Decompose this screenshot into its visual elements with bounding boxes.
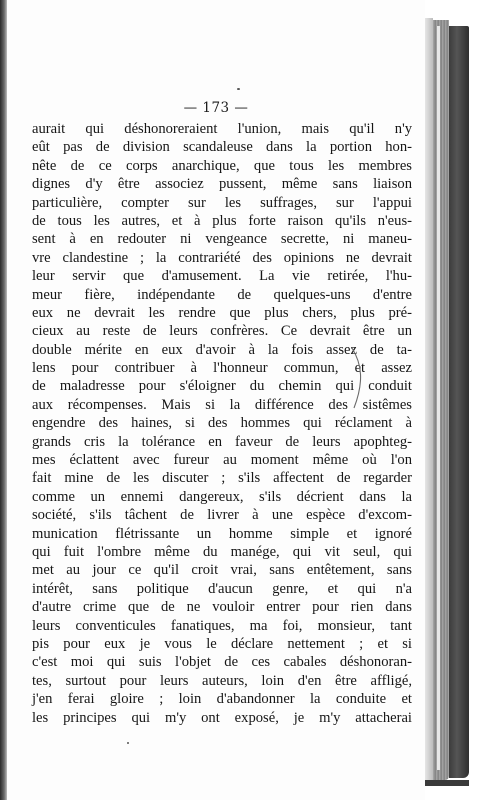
text-line: de tous les autres, et à plus forte raison qu'ils n'eus- [32, 212, 412, 229]
page-number: — 173 — [183, 100, 249, 116]
book-page [7, 0, 425, 800]
text-line: aurait qui déshonoreraient l'union, mais qu'il n'y [32, 121, 412, 137]
text-line: cieux au reste de leurs confrères. Ce devrait être un [32, 323, 412, 340]
text-line: aux récompenses. Mais si la différence des sistêmes [32, 396, 412, 413]
text-line: société, s'ils tâchent de livrer à une espèce d'excom- [32, 507, 412, 524]
text-line: d'autre crime que de ne vouloir entrer pour rien dans [32, 599, 412, 616]
text-line: sent à en redouter ni vengeance secrette, ni maneu- [32, 231, 412, 248]
page-edge-shadow [425, 18, 433, 786]
book-cover-bottom [425, 780, 469, 786]
text-line: double mérite en eux d'avoir à la fois assez de ta- [32, 341, 412, 358]
text-line: particulière, compter sur les suffrages, sur l'appui [32, 194, 412, 211]
scan-speck [127, 742, 129, 744]
text-line: eût pas de division scandaleuse dans la portion hon- [32, 139, 412, 156]
text-line: les principes qui m'y ont exposé, je m'y attacherai [32, 709, 412, 726]
page-stack-highlight [437, 26, 440, 770]
book-edge [425, 0, 496, 800]
margin-pencil-mark [348, 346, 368, 410]
text-line: comme un ennemi dangereux, s'ils décrient dans la [32, 488, 412, 505]
text-line: c'est moi qui suis l'objet de ces cabales déshonoran- [32, 654, 412, 671]
scanner-gutter [0, 0, 7, 800]
text-line: pis pour eux je vous le déclare nettement ; et si [32, 635, 412, 652]
text-line: de maladresse pour s'éloigner du chemin qui conduit [32, 378, 412, 395]
text-line: qui fuit l'ombre même du manége, qui vit seul, qui [32, 543, 412, 560]
text-line: met au jour ce qu'il croit vrai, sans entêtement, sans [32, 562, 412, 579]
text-line: j'en ferai gloire ; loin d'abandonner la conduite et [32, 691, 412, 708]
text-line: nête de ce corps anarchique, que tous les membres [32, 157, 412, 174]
text-line: dignes d'y être associez pussent, même sans liaison [32, 176, 412, 193]
text-line: fait mine de les discuter ; s'ils affectent de regarder [32, 470, 412, 487]
page-stack [433, 20, 449, 780]
text-line: leurs conventicules fanatiques, ma foi, monsieur, tant [32, 617, 412, 634]
text-line: tes, surtout pour leurs auteurs, loin d'en être affligé, [32, 672, 412, 689]
text-line: munication flétrissante un homme simple et ignoré [32, 525, 412, 542]
text-line: intérêt, sans politique d'aucun genre, et qui n'a [32, 580, 412, 597]
body-text [32, 120, 412, 727]
scan-speck [237, 88, 240, 90]
text-line: engendre des haines, si des hommes qui réclament à [32, 415, 412, 432]
text-line: meur fière, indépendante de quelques-uns d'entre [32, 286, 412, 303]
text-line: lens pour contribuer à l'honneur commun, et assez [32, 360, 412, 377]
text-line: vre clandestine ; la contrariété des opinions ne devrait [32, 249, 412, 266]
text-line: leur servir que d'amusement. La vie retirée, l'hu- [32, 268, 412, 285]
text-line: grands cris la tolérance en faveur de leurs apophteg- [32, 433, 412, 450]
text-line: mes éclattent avec fureur au moment même où l'on [32, 452, 412, 469]
text-line: eux ne devrait les rendre que plus chers, plus pré- [32, 304, 412, 321]
book-cover [449, 26, 469, 778]
